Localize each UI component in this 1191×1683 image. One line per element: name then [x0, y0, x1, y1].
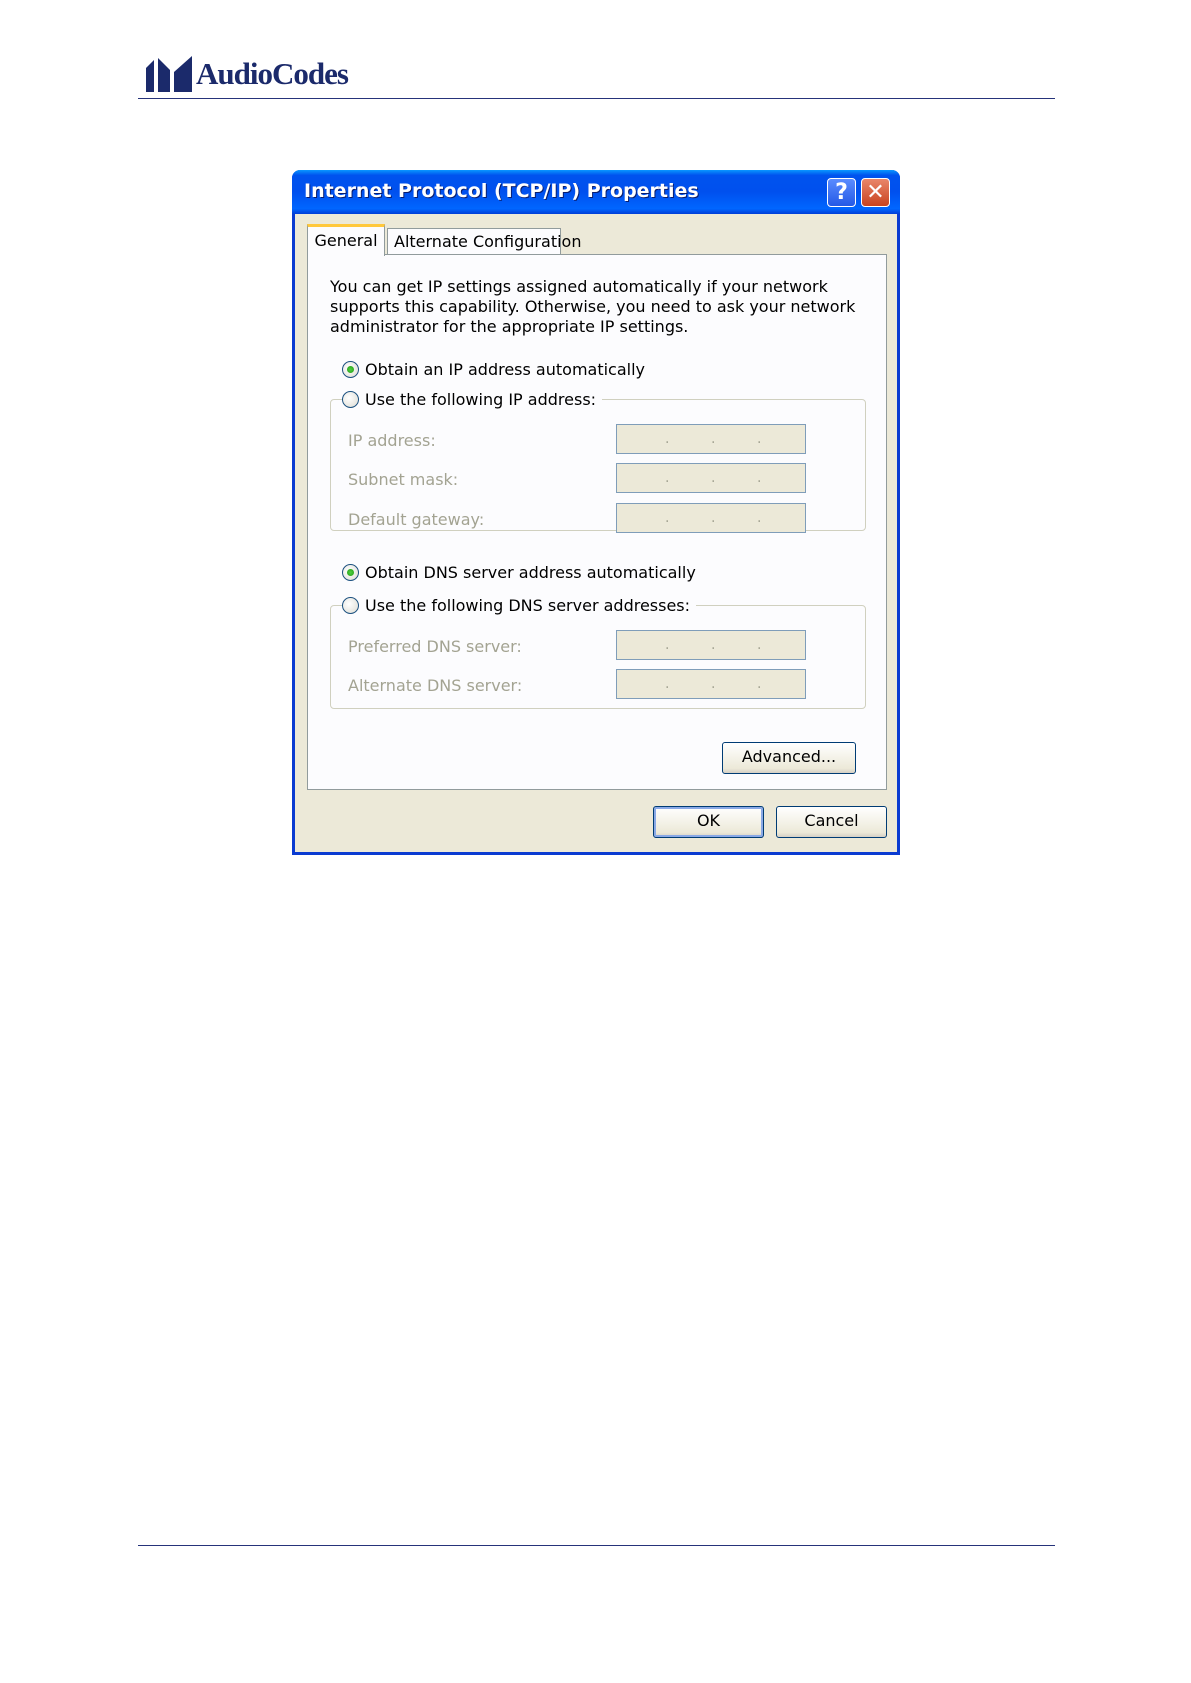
- default-gateway-label: Default gateway:: [348, 510, 485, 529]
- footer-rule: [138, 1545, 1055, 1546]
- radio-unchecked-icon: [342, 391, 359, 408]
- ip-address-input[interactable]: [616, 424, 806, 454]
- subnet-mask-label: Subnet mask:: [348, 470, 459, 489]
- close-button[interactable]: [861, 178, 890, 207]
- help-button[interactable]: [827, 178, 856, 207]
- header-rule: [138, 98, 1055, 99]
- radio-obtain-dns-automatically[interactable]: [342, 561, 696, 583]
- ip-address-separator: .: [665, 637, 670, 653]
- tab-general[interactable]: General: [307, 224, 385, 256]
- radio-obtain-ip-automatically[interactable]: [342, 358, 645, 380]
- ip-address-separator: .: [665, 510, 670, 526]
- ip-address-separator: .: [711, 470, 716, 486]
- radio-checked-icon: [342, 361, 359, 378]
- radio-checked-icon: [342, 564, 359, 581]
- dialog-title: Internet Protocol (TCP/IP) Properties: [304, 180, 699, 202]
- help-icon: ?: [835, 180, 848, 205]
- radio-label: Use the following IP address:: [365, 389, 597, 409]
- radio-unchecked-icon: [342, 597, 359, 614]
- ip-address-separator: .: [757, 676, 762, 692]
- ip-address-label: IP address:: [348, 431, 436, 450]
- alternate-dns-input[interactable]: [616, 669, 806, 699]
- audiocodes-logo: [144, 52, 348, 96]
- ip-address-separator: .: [711, 510, 716, 526]
- ip-address-separator: .: [711, 431, 716, 447]
- ip-address-separator: .: [665, 470, 670, 486]
- alternate-dns-label: Alternate DNS server:: [348, 676, 523, 695]
- ok-button[interactable]: OK: [653, 806, 764, 838]
- close-icon: ✕: [866, 180, 885, 205]
- intro-text: You can get IP settings assigned automatically if your network supports this capability. Otherwise, you need to ask your network administrator for the appropriate IP settings.: [330, 277, 856, 336]
- ip-address-separator: .: [665, 431, 670, 447]
- radio-use-following-ip[interactable]: [342, 388, 602, 410]
- radio-label: Obtain an IP address automatically: [365, 359, 646, 379]
- radio-label: Obtain DNS server address automatically: [365, 562, 696, 582]
- default-gateway-input[interactable]: [616, 503, 806, 533]
- ip-address-separator: .: [711, 676, 716, 692]
- preferred-dns-label: Preferred DNS server:: [348, 637, 522, 656]
- brand-name: AudioCodes: [196, 56, 348, 91]
- ip-address-separator: .: [757, 637, 762, 653]
- title-bar[interactable]: [292, 170, 900, 214]
- ip-address-separator: .: [757, 431, 762, 447]
- ip-address-separator: .: [757, 510, 762, 526]
- audiocodes-logo-icon: [144, 54, 194, 94]
- advanced-button[interactable]: Advanced...: [722, 742, 856, 774]
- ip-address-separator: .: [665, 676, 670, 692]
- preferred-dns-input[interactable]: [616, 630, 806, 660]
- cancel-button[interactable]: Cancel: [776, 806, 887, 838]
- ip-address-separator: .: [711, 637, 716, 653]
- ip-address-separator: .: [757, 470, 762, 486]
- radio-use-following-dns[interactable]: [342, 594, 696, 616]
- tcpip-properties-dialog: [292, 170, 900, 855]
- tab-alternate-configuration[interactable]: Alternate Configuration: [387, 228, 561, 256]
- radio-label: Use the following DNS server addresses:: [365, 595, 691, 615]
- general-tab-panel: [307, 254, 887, 790]
- subnet-mask-input[interactable]: [616, 463, 806, 493]
